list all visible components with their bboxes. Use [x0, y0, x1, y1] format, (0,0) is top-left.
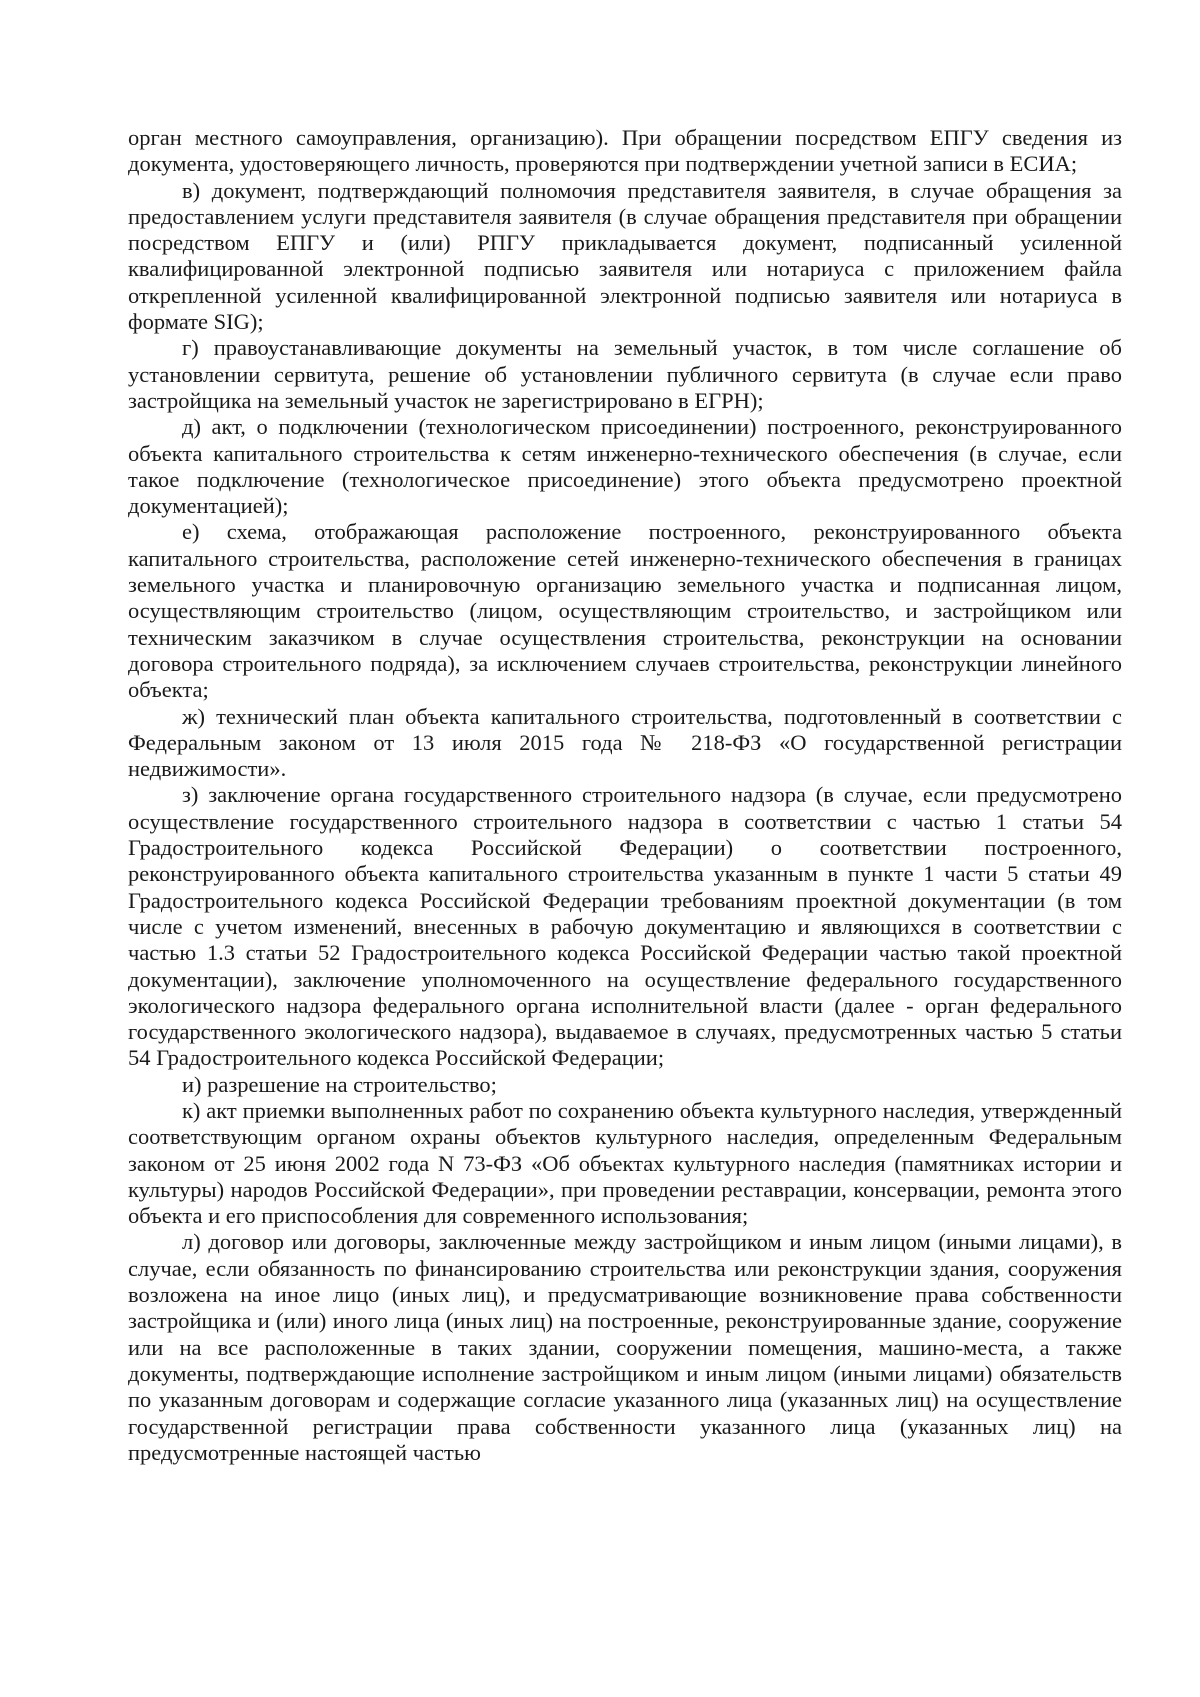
- paragraph-item-d: д) акт, о подключении (технологическом присоединении) построенного, реконструированного объекта капитального строительства к сетям инженерно-технического обеспечения (в случае, если такое подключение (технологическое присоединение) этого объекта предусмотрено проектной документацией);: [128, 414, 1122, 519]
- paragraph-item-k: к) акт приемки выполненных работ по сохранению объекта культурного наследия, утвержденный соответствующим органом охраны объектов культурного наследия, определенным Федеральным законом от 25 июня 2002 года N 73-ФЗ «Об объектах культурного наследия (памятниках истории и культуры) народов Российской Федерации», при проведении реставрации, консервации, ремонта этого объекта и его приспособления для современного использования;: [128, 1097, 1122, 1229]
- paragraph-continuation: орган местного самоуправления, организацию). При обращении посредством ЕПГУ сведения из документа, удостоверяющего личность, проверяются при подтверждении учетной записи в ЕСИА;: [128, 125, 1122, 177]
- paragraph-item-l: л) договор или договоры, заключенные между застройщиком и иным лицом (иными лицами), в случае, если обязанность по финансированию строительства или реконструкции здания, сооружения возложена на иное лицо (иных лиц), и предусматривающие возникновение права собственности застройщика и (или) иного лица (иных лиц) на построенные, реконструированные здание, сооружение или на все расположенные в таких здании, сооружении помещения, машино-места, а также документы, подтверждающие исполнение застройщиком и иным лицом (иными лицами) обязательств по указанным договорам и содержащие согласие указанного лица (указанных лиц) на осуществление государственной регистрации права собственности указанного лица (указанных лиц) на предусмотренные настоящей частью: [128, 1229, 1122, 1465]
- paragraph-item-zh: ж) технический план объекта капитального строительства, подготовленный в соответствии с Федеральным законом от 13 июля 2015 года № 218-ФЗ «О государственной регистрации недвижимости».: [128, 703, 1122, 782]
- paragraph-item-i: и) разрешение на строительство;: [182, 1071, 497, 1097]
- paragraph-item-e: е) схема, отображающая расположение построенного, реконструированного объекта капитального строительства, расположение сетей инженерно-технического обеспечения в границах земельного участка и планировочную организацию земельного участка и подписанная лицом, осуществляющим строительство (лицом, осуществляющим строительство, и застройщиком или техническим заказчиком в случае осуществления строительства, реконструкции на основании договора строительного подряда), за исключением случаев строительства, реконструкции линейного объекта;: [128, 519, 1122, 703]
- paragraph-item-g: г) правоустанавливающие документы на земельный участок, в том числе соглашение об установлении сервитута, решение об установлении публичного сервитута (в случае если право застройщика на земельный участок не зарегистрировано в ЕГРН);: [128, 335, 1122, 413]
- paragraph-item-v: в) документ, подтверждающий полномочия представителя заявителя, в случае обращения за предоставлением услуги представителя заявителя (в случае обращения представителя при обращении посредством ЕПГУ и (или) РПГУ прикладывается документ, подписанный усиленной квалифицированной электронной подписью заявителя или нотариуса с приложением файла открепленной усиленной квалифицированной электронной подписью заявителя или нотариуса в формате SIG);: [128, 177, 1122, 335]
- document-page: [128, 125, 1122, 1466]
- paragraph-item-z: з) заключение органа государственного строительного надзора (в случае, если предусмотрено осуществление государственного строительного надзора в соответствии с частью 1 статьи 54 Градостроительного кодекса Российской Федерации) о соответствии построенного, реконструированного объекта капитального строительства указанным в пункте 1 части 5 статьи 49 Градостроительного кодекса Российской Федерации требованиям проектной документации (в том числе с учетом изменений, внесенных в рабочую документацию и являющихся в соответствии с частью 1.3 статьи 52 Градостроительного кодекса Российской Федерации частью такой проектной документации), заключение уполномоченного на осуществление федерального государственного экологического надзора федерального органа исполнительной власти (далее - орган федерального государственного экологического надзора), выдаваемое в случаях, предусмотренных частью 5 статьи 54 Градостроительного кодекса Российской Федерации;: [128, 782, 1122, 1071]
